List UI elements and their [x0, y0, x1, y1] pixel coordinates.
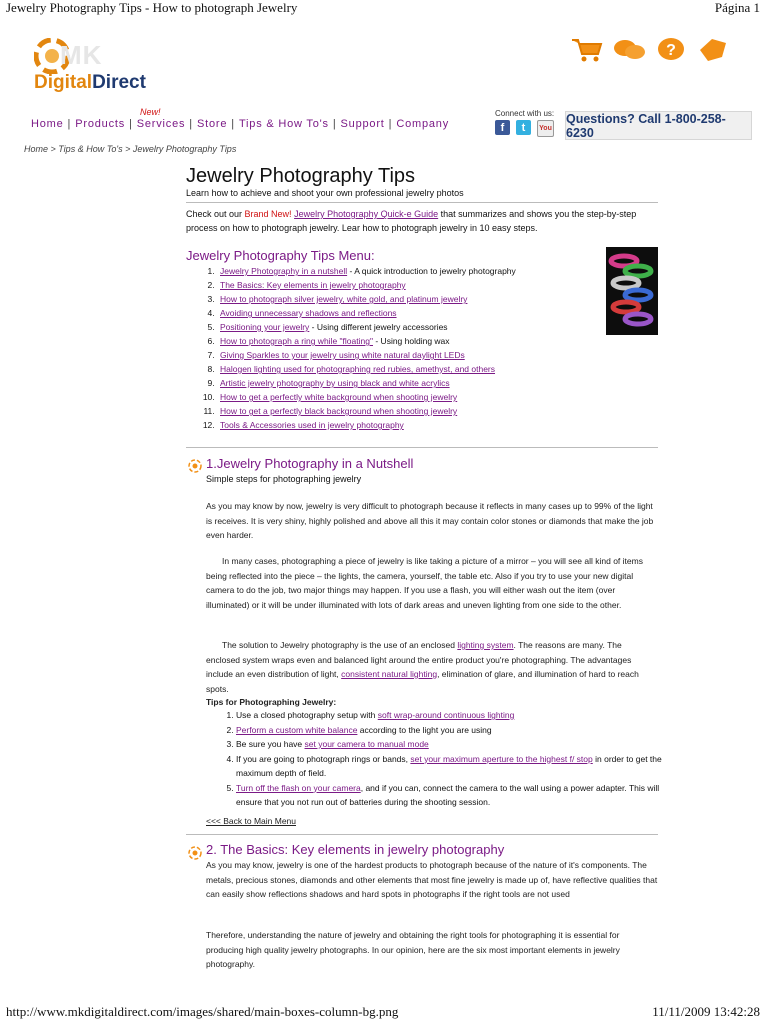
footer-url: http://www.mkdigitaldirect.com/images/shared/main-boxes-column-bg.png: [6, 1004, 399, 1019]
youtube-icon[interactable]: You: [537, 120, 554, 137]
tip-2-link[interactable]: Perform a custom white balance: [236, 724, 358, 735]
tip-5-link[interactable]: Turn off the flash on your camera: [236, 782, 361, 793]
logo-digital: Digital: [34, 72, 93, 93]
menu-desc-6: - Using holding wax: [373, 336, 450, 346]
p3-text-1: The solution to Jewelry photography is the use of an enclosed: [222, 640, 458, 650]
tip-4-text-after: in order to get the maximum depth of field.: [236, 753, 662, 778]
intro-paragraph: [186, 207, 658, 235]
tip-3-text: Be sure you have: [236, 739, 305, 749]
help-icon[interactable]: [654, 36, 688, 64]
tips-label: Tips for Photographing Jewelry:: [206, 697, 337, 707]
nav-products[interactable]: Products: [75, 118, 126, 130]
menu-link-3[interactable]: How to photograph silver jewelry, white gold, and platinum jewelry: [220, 294, 468, 304]
nav-support[interactable]: Support: [340, 118, 385, 130]
menu-item: [217, 362, 627, 376]
intro-text-after: that summarizes and shows you the step-by-step process on how to photograph jewelry. Lear how to photograph jewelry in 10 easy steps.: [186, 209, 637, 233]
p3-text-2: . The reasons are many. The enclosed system wraps even and balanced light around the entire product you're photographing. The advantages include an even distribution of light,: [206, 640, 632, 679]
logo[interactable]: [34, 72, 146, 94]
chat-icon[interactable]: [612, 36, 646, 64]
nav-store[interactable]: Store: [196, 118, 228, 130]
menu-item: [217, 334, 627, 348]
menu-item: [217, 264, 627, 278]
social-icons: [495, 120, 554, 137]
breadcrumb[interactable]: Home > Tips & How To's > Jewelry Photography Tips: [24, 144, 237, 154]
lighting-system-link[interactable]: lighting system: [457, 640, 514, 650]
menu-item: [217, 278, 627, 292]
new-badge: New!: [140, 107, 161, 117]
section-1-heading: 1.Jewelry Photography in a Nutshell: [206, 456, 414, 471]
logo-direct: Direct: [92, 72, 146, 93]
brand-new-label: Brand New!: [244, 209, 292, 219]
menu-link-5[interactable]: Positioning your jewelry: [220, 322, 310, 332]
menu-desc-1: - A quick introduction to jewelry photography: [347, 266, 516, 276]
tip-4-link[interactable]: set your maximum aperture to the highest f/ stop: [410, 753, 593, 764]
tag-icon[interactable]: [696, 36, 730, 64]
quick-guide-link[interactable]: Jewelry Photography Quick-e Guide: [294, 209, 439, 219]
menu-item: [217, 320, 627, 334]
menu-item: [217, 418, 627, 432]
document-title: Jewelry Photography Tips - How to photograph Jewelry: [6, 0, 298, 15]
divider: [186, 834, 658, 835]
tip-1-link[interactable]: soft wrap-around continuous lighting: [377, 710, 515, 720]
page-subtitle: Learn how to achieve and shoot your own professional jewelry photos: [186, 188, 464, 198]
menu-link-11[interactable]: How to get a perfectly black background when shooting jewelry: [220, 406, 458, 416]
tip-item: [236, 737, 676, 752]
menu-link-6[interactable]: How to photograph a ring while "floating": [220, 336, 373, 346]
cart-icon[interactable]: [570, 36, 604, 64]
tip-4-text: If you are going to photograph rings or bands,: [236, 753, 411, 764]
section-1-paragraph-1: As you may know by now, jewelry is very difficult to photograph because it reflects in many cases up to 99% of the light is receives. It is very shiny, highly polished and above all this it may contain color stones or diamonds that make the job even harder.: [206, 501, 654, 540]
section-bullet-icon: [188, 846, 202, 860]
tips-menu: [186, 264, 627, 432]
logo-mk: MK: [60, 40, 103, 70]
section-2-paragraph-2: Therefore, understanding the nature of jewelry and obtaining the right tools for photographing it is essential for producing high quality jewelry photographs. In our opinion, here are the six most important elements in jewelry photography.: [206, 930, 620, 969]
page-number: Página 1: [714, 0, 760, 15]
main-nav: Home | Products | Services | Store | Tips & How To's | Support | Company: [31, 118, 450, 130]
section-1-paragraph-3: [206, 638, 658, 696]
tips-list: [206, 708, 676, 810]
p3-text-3: , elimination of glare, and illumination of hard to reach spots.: [206, 669, 639, 694]
tip-2-text: according to the light you are using: [357, 724, 492, 735]
nav-tips[interactable]: Tips & How To's: [238, 118, 329, 130]
menu-item: [217, 292, 627, 306]
tip-3-link[interactable]: set your camera to manual mode: [304, 739, 429, 749]
consistent-lighting-link[interactable]: consistent natural lighting: [341, 669, 438, 679]
svg-text:?: ?: [666, 42, 676, 59]
tip-item: [236, 781, 676, 810]
connect-label: Connect with us:: [495, 109, 555, 118]
section-1-paragraph-2: In many cases, photographing a piece of jewelry is like taking a picture of a mirror – you will see all kind of items being reflected into the piece – the lights, the camera, yourself, the table etc. Also if you try to use your new digital camera to do the job, two major things may happen. If you use a flash, you will either wash out the item (over illuminated) or it will be under illuminated with lots of dark areas and uneven lighting from one side to the other.: [206, 556, 643, 610]
tip-item: [236, 752, 676, 781]
menu-heading: Jewelry Photography Tips Menu:: [186, 248, 375, 263]
menu-link-7[interactable]: Giving Sparkles to your jewelry using white natural daylight LEDs: [220, 350, 465, 360]
section-2-paragraph-1: As you may know, jewelry is one of the hardest products to photograph because of the nature of it's components. The metals, precious stones, diamonds and other elements that most fine jewelry is made up of, have reflective qualities that can easily show reflections shadows and hard spots in photographs if the right tools are not used: [206, 860, 658, 899]
questions-text: Questions? Call 1-800-258-6230: [566, 111, 726, 140]
section-2-heading: 2. The Basics: Key elements in jewelry photography: [206, 842, 505, 857]
tip-1-text: Use a closed photography setup with: [236, 710, 378, 720]
menu-link-10[interactable]: How to get a perfectly white background when shooting jewelry: [220, 392, 458, 402]
questions-banner[interactable]: [565, 111, 752, 140]
footer-timestamp: 11/11/2009 13:42:28: [652, 1004, 760, 1019]
menu-item: [217, 376, 627, 390]
menu-item: [217, 404, 627, 418]
menu-item: [217, 390, 627, 404]
tip-item: [236, 723, 676, 738]
menu-link-2[interactable]: The Basics: Key elements in jewelry photography: [220, 280, 406, 290]
twitter-icon[interactable]: t: [516, 120, 531, 135]
menu-link-9[interactable]: Artistic jewelry photography by using black and white acrylics: [220, 378, 450, 388]
page-title: Jewelry Photography Tips: [186, 165, 416, 187]
back-to-menu-link[interactable]: <<< Back to Main Menu: [206, 816, 297, 826]
nav-home[interactable]: Home: [31, 118, 64, 130]
menu-item: [217, 348, 627, 362]
menu-desc-5: - Using different jewelry accessories: [309, 322, 448, 332]
section-bullet-icon: [188, 459, 202, 473]
menu-link-4[interactable]: Avoiding unnecessary shadows and reflections: [220, 308, 397, 318]
menu-link-12[interactable]: Tools & Accessories used in jewelry photography: [220, 420, 404, 430]
top-icons: [570, 36, 730, 64]
divider: [186, 447, 658, 448]
nav-services[interactable]: Services: [136, 118, 186, 130]
section-1-subheading: Simple steps for photographing jewelry: [206, 474, 362, 484]
divider: [186, 202, 658, 203]
menu-link-1[interactable]: Jewelry Photography in a nutshell: [220, 266, 348, 276]
tip-5-text: , and if you can, connect the camera to the wall using a power adapter. This will ensure that you not run out of batteries during the shooting session.: [236, 782, 660, 807]
intro-text: Check out our: [186, 209, 245, 219]
nav-company[interactable]: Company: [396, 118, 450, 130]
tip-item: [236, 708, 676, 723]
facebook-icon[interactable]: f: [495, 120, 510, 135]
menu-item: [217, 306, 627, 320]
menu-link-8[interactable]: Halogen lighting used for photographing red rubies, amethyst, and others: [220, 364, 496, 374]
